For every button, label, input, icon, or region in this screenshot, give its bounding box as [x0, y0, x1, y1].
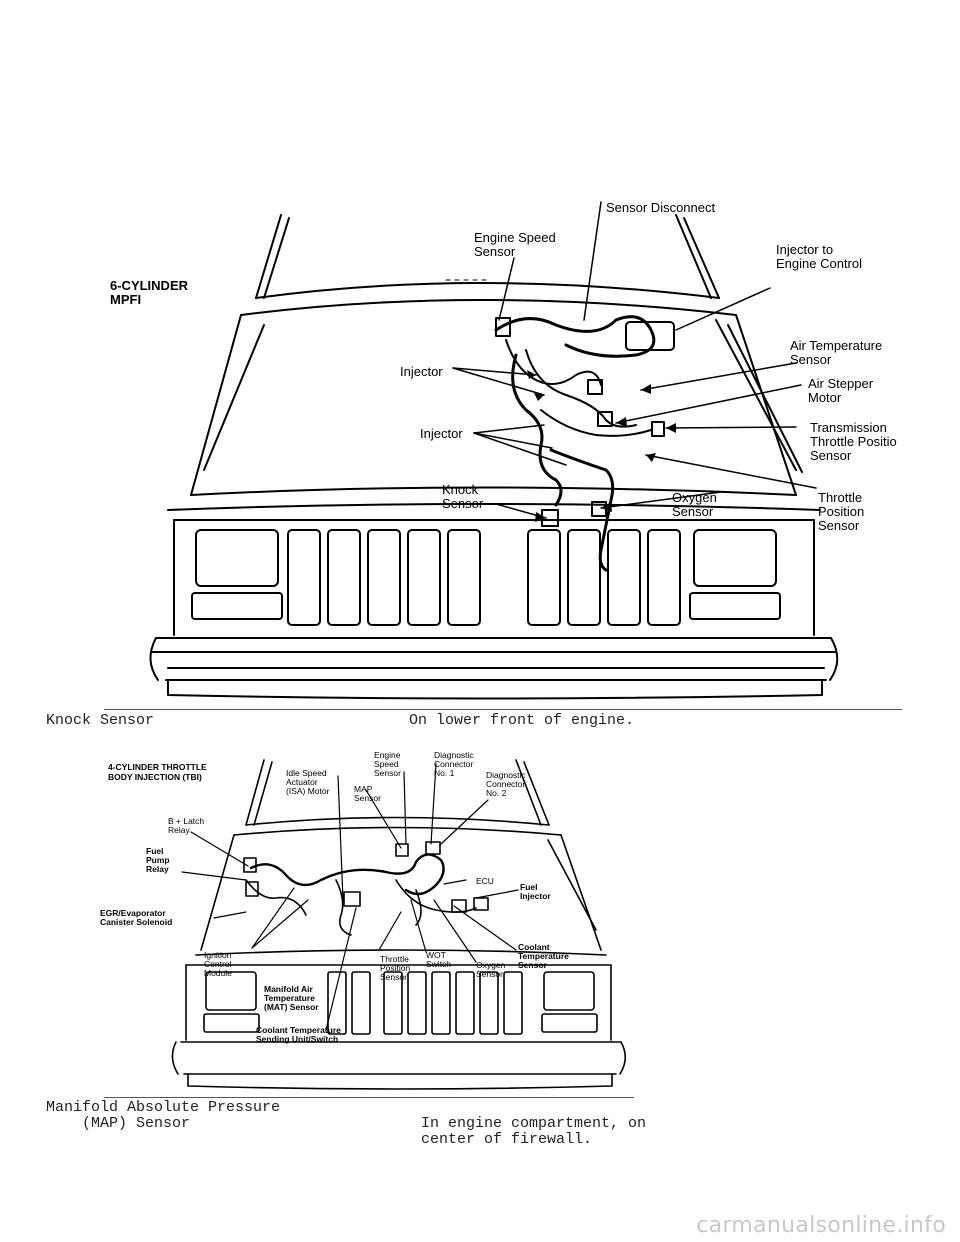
fig1-title: 6-CYLINDER MPFI — [110, 278, 189, 307]
row2-component-line2: (MAP) Sensor — [46, 1115, 191, 1132]
label-injector-upper: Injector — [400, 364, 443, 379]
label-engine-speed-sensor-2: Engine Speed Sensor — [374, 750, 401, 778]
label-transmission-tps: Transmission Throttle Positio Sensor — [810, 420, 897, 463]
label-throttle-position-sensor-2: Throttle Position Sensor — [380, 954, 411, 982]
label-injector-lower: Injector — [420, 426, 463, 441]
row1-location: On lower front of engine. — [409, 712, 635, 729]
label-fuel-pump-relay: Fuel Pump Relay — [146, 846, 170, 874]
label-coolant-temp-sensor: Coolant Temperature Sensor — [518, 942, 569, 970]
divider-line-1 — [104, 709, 902, 710]
label-oxygen-sensor: Oxygen Sensor — [672, 490, 717, 519]
row1-component: Knock Sensor — [46, 712, 155, 729]
watermark-text: carmanualsonline.info — [696, 1213, 946, 1238]
label-egr-solenoid: EGR/Evaporator Canister Solenoid — [100, 908, 173, 927]
four-cylinder-tbi-diagram — [96, 740, 636, 1100]
row2-location-line2: center of firewall. — [421, 1131, 593, 1148]
label-map-sensor: MAP Sensor — [354, 784, 381, 803]
label-diagnostic-connector-2: Diagnostic Connector No. 2 — [486, 770, 526, 798]
label-throttle-position-sensor: Throttle Position Sensor — [818, 490, 865, 533]
label-ecu: ECU — [476, 876, 494, 886]
label-coolant-temp-sending: Coolant Temperature Sending Unit/Switch — [256, 1025, 341, 1044]
divider-line-2 — [104, 1097, 634, 1098]
fig2-title: 4-CYLINDER THROTTLE BODY INJECTION (TBI) — [108, 762, 207, 782]
row2-component-line1: Manifold Absolute Pressure — [46, 1099, 281, 1116]
label-mat-sensor: Manifold Air Temperature (MAT) Sensor — [264, 984, 319, 1012]
label-air-temperature-sensor: Air Temperature Sensor — [790, 338, 883, 367]
label-idle-speed-actuator: Idle Speed Actuator (ISA) Motor — [286, 768, 330, 796]
label-engine-speed-sensor: Engine Speed Sensor — [474, 230, 556, 259]
label-fuel-injector: Fuel Injector — [520, 882, 551, 901]
six-cylinder-mpfi-diagram — [96, 180, 908, 710]
label-oxygen-sensor-2: Oxygen Sensor — [476, 960, 506, 979]
label-b-latch-relay: B + Latch Relay — [168, 816, 205, 835]
label-knock-sensor: Knock Sensor — [442, 482, 484, 511]
label-sensor-disconnect: Sensor Disconnect — [606, 200, 716, 215]
label-wot-switch: WOT Switch — [426, 950, 452, 969]
label-injector-to-engine-control: Injector to Engine Control — [776, 242, 862, 271]
label-ignition-control-module: Ignition Control Module — [204, 950, 232, 978]
row2-location-line1: In engine compartment, on — [421, 1115, 647, 1132]
label-diagnostic-connector-1: Diagnostic Connector No. 1 — [434, 750, 474, 778]
label-air-stepper-motor: Air Stepper Motor — [808, 376, 874, 405]
